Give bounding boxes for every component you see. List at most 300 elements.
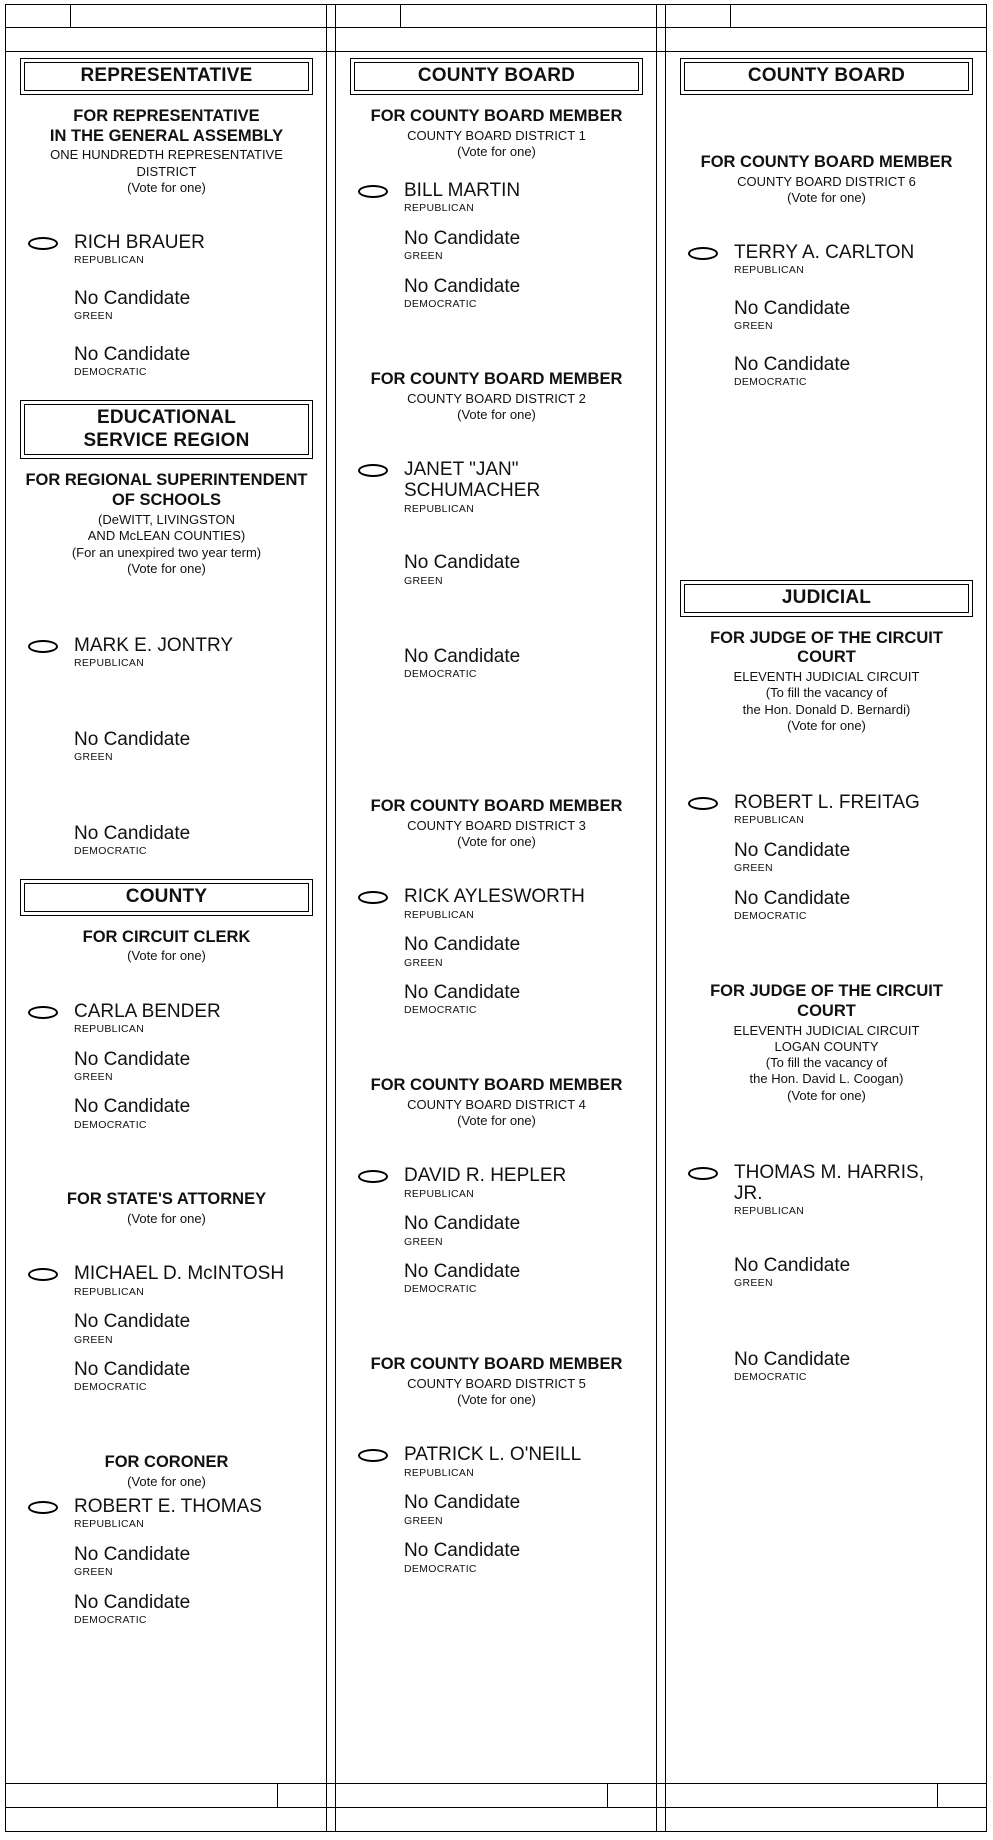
race-detail-line: COUNTY BOARD DISTRICT 6 [737, 173, 916, 189]
candidate-name-line: BILL MARTIN [404, 180, 521, 202]
candidate-name-line: No Candidate [404, 646, 521, 668]
ballot-column-middle [336, 52, 657, 1783]
race-detail-line: (Vote for one) [457, 834, 536, 850]
oval-cell [342, 552, 404, 557]
oval-cell [12, 232, 74, 250]
candidate-party: GREEN [404, 956, 443, 969]
candidate-name [404, 1540, 520, 1561]
candidate-row [342, 1492, 651, 1528]
candidate-name-line: No Candidate [734, 298, 851, 319]
candidate-row [12, 232, 321, 268]
race-title-line: FOR JUDGE OF THE CIRCUIT [710, 628, 943, 647]
race-title [342, 1355, 651, 1375]
candidate-name-line: No Candidate [404, 228, 521, 249]
candidate-info [74, 1359, 190, 1395]
candidate-row [12, 635, 321, 671]
candidate-row [342, 886, 651, 922]
oval-cell [342, 459, 404, 477]
oval-cell [342, 1213, 404, 1218]
candidate-info [734, 888, 850, 924]
candidate-info [404, 1213, 520, 1249]
candidate-info [404, 1492, 520, 1528]
race-title-line: FOR CORONER [104, 1453, 229, 1472]
candidate-row [672, 1255, 981, 1291]
race-title-line: IN THE GENERAL ASSEMBLY [49, 126, 284, 145]
candidate-info [404, 934, 520, 970]
race-title-line: FOR REGIONAL SUPERINTENDENT [25, 471, 308, 490]
candidate-party: REPUBLICAN [74, 1285, 145, 1298]
race [342, 1076, 651, 1297]
frame-line [5, 4, 987, 5]
candidate-row [12, 1544, 321, 1580]
race-details [342, 1097, 651, 1130]
candidate-name [74, 1311, 190, 1332]
section-header-line: COUNTY BOARD [417, 65, 576, 86]
candidate-info [74, 1592, 190, 1628]
candidate-row [12, 1049, 321, 1085]
candidate-name-line: DAVID R. HEPLER [404, 1165, 567, 1187]
candidate-party: DEMOCRATIC [74, 1614, 147, 1627]
candidate-name [404, 1492, 520, 1513]
candidate-party: REPUBLICAN [404, 908, 475, 921]
candidate-name [404, 1165, 566, 1186]
candidate-row [672, 242, 981, 278]
candidate-row [672, 1349, 981, 1385]
candidate-party: DEMOCRATIC [404, 298, 477, 311]
ballot-oval[interactable] [358, 1449, 388, 1462]
candidate-name-line: No Candidate [74, 1096, 191, 1118]
candidate-name-line: No Candidate [404, 275, 521, 297]
oval-cell [12, 823, 74, 828]
race-detail-line: ONE HUNDREDTH REPRESENTATIVE [50, 147, 283, 163]
race-details [12, 147, 321, 196]
candidate-party: DEMOCRATIC [74, 1118, 147, 1131]
section-header-line: COUNTY BOARD [747, 65, 906, 86]
candidate-name-line: No Candidate [74, 343, 191, 365]
oval-cell [342, 982, 404, 987]
race-title-line: OF SCHOOLS [111, 491, 222, 510]
candidate-name-line: ROBERT E. THOMAS [74, 1496, 262, 1518]
candidate-info [404, 646, 520, 682]
race-title [672, 629, 981, 669]
section-header-line: SERVICE REGION [83, 429, 250, 451]
timing-strip-divider [70, 4, 71, 27]
candidate-party: REPUBLICAN [404, 1187, 475, 1200]
oval-cell [342, 1261, 404, 1266]
candidate-row [672, 354, 981, 390]
candidate-row [672, 888, 981, 924]
oval-cell [672, 354, 734, 359]
candidate-party: REPUBLICAN [74, 657, 145, 670]
candidate-party: GREEN [74, 1070, 113, 1083]
candidate-name-line: TERRY A. CARLTON [734, 242, 915, 264]
race-title [672, 153, 981, 173]
race-details [672, 669, 981, 734]
race-title-line: FOR CIRCUIT CLERK [82, 927, 251, 946]
race-title-line: FOR REPRESENTATIVE [73, 106, 260, 125]
timing-strip-divider [277, 1783, 278, 1807]
oval-cell [672, 1162, 734, 1180]
race-detail-line: (Vote for one) [787, 189, 866, 205]
candidate-info [404, 180, 520, 216]
candidate-name [404, 1261, 520, 1282]
section-header-box [20, 879, 313, 916]
candidate-info [74, 232, 205, 268]
race-title [342, 370, 651, 390]
candidate-name-line: No Candidate [734, 1254, 851, 1276]
candidate-info [74, 1263, 284, 1299]
candidate-row [672, 1162, 981, 1219]
candidate-row [12, 1263, 321, 1299]
race-title-line: FOR STATE'S ATTORNEY [66, 1190, 267, 1209]
race-title-line: FOR COUNTY BOARD MEMBER [370, 1355, 623, 1374]
candidate-info [74, 1049, 190, 1085]
candidate-info [74, 729, 190, 765]
race [672, 629, 981, 924]
candidate-party: GREEN [74, 1566, 113, 1579]
candidate-name [734, 354, 850, 375]
candidate-name [74, 232, 205, 253]
candidate-party: REPUBLICAN [734, 264, 805, 277]
oval-cell [342, 1444, 404, 1462]
ballot-oval[interactable] [28, 640, 58, 653]
race-detail-line: (Vote for one) [127, 1473, 206, 1489]
race-title [672, 982, 981, 1022]
section-header-box [680, 58, 973, 95]
oval-cell [672, 1349, 734, 1354]
candidate-party: DEMOCRATIC [404, 1004, 477, 1017]
candidate-row [12, 1311, 321, 1347]
candidate-name [74, 1001, 221, 1022]
candidate-info [734, 1255, 850, 1291]
candidate-row [12, 1592, 321, 1628]
race-detail-line: (Vote for one) [457, 1392, 536, 1408]
candidate-name-line: No Candidate [74, 728, 191, 750]
candidate-name [404, 934, 520, 955]
candidate-name [74, 1359, 190, 1380]
candidate-row [672, 840, 981, 876]
ballot-column-right [666, 52, 987, 1783]
race-detail-line: COUNTY BOARD DISTRICT 1 [407, 127, 586, 143]
race-title [12, 471, 321, 511]
race-details [12, 948, 321, 964]
candidate-name-line: No Candidate [734, 1348, 851, 1370]
candidate-name-line: No Candidate [404, 934, 521, 956]
race [672, 153, 981, 390]
candidate-name [74, 344, 190, 365]
candidate-name [734, 840, 850, 861]
candidate-name-line: No Candidate [404, 1261, 521, 1283]
candidate-name [404, 982, 520, 1003]
candidate-name [734, 792, 920, 813]
oval-cell [12, 344, 74, 349]
candidate-party: REPUBLICAN [404, 502, 475, 515]
race-details [672, 1023, 981, 1104]
candidate-row [672, 298, 981, 334]
race-title-line: FOR JUDGE OF THE CIRCUIT [710, 981, 943, 1000]
candidate-name [404, 276, 520, 297]
ballot-oval[interactable] [358, 464, 388, 477]
candidate-name [404, 180, 520, 201]
candidate-row [342, 180, 651, 216]
ballot-oval[interactable] [358, 1170, 388, 1183]
race-title-line: FOR COUNTY BOARD MEMBER [370, 1076, 623, 1095]
race [342, 370, 651, 682]
oval-cell [342, 1492, 404, 1497]
race-title [342, 797, 651, 817]
race-title-line: COURT [797, 648, 856, 667]
race-title-line: FOR COUNTY BOARD MEMBER [700, 152, 953, 171]
oval-cell [342, 180, 404, 198]
oval-cell [12, 1592, 74, 1597]
section-header-box [20, 400, 313, 460]
race-detail-line: (Vote for one) [457, 1113, 536, 1129]
candidate-info [404, 276, 520, 312]
candidate-row [342, 228, 651, 264]
candidate-party: GREEN [74, 1333, 113, 1346]
candidate-name [74, 823, 190, 844]
race-detail-line: (Vote for one) [457, 406, 536, 422]
candidate-party: REPUBLICAN [74, 1518, 145, 1531]
candidate-row [342, 646, 651, 682]
candidate-party: REPUBLICAN [734, 814, 805, 827]
candidate-info [734, 1162, 924, 1219]
race-detail-line: (Vote for one) [457, 143, 536, 159]
candidate-name [404, 228, 520, 249]
candidate-row [342, 552, 651, 588]
oval-cell [12, 1001, 74, 1019]
candidate-name [404, 886, 585, 907]
candidate-info [404, 1444, 581, 1480]
section-header-line: REPRESENTATIVE [80, 65, 253, 86]
section-header-line: JUDICIAL [781, 586, 872, 608]
ballot-oval[interactable] [28, 1501, 58, 1514]
ballot-oval[interactable] [28, 1006, 58, 1019]
candidate-name-line: PATRICK L. O'NEILL [404, 1444, 582, 1466]
candidate-info [74, 1001, 221, 1037]
race-detail-line: the Hon. Donald D. Bernardi) [742, 701, 911, 717]
candidate-name-line: No Candidate [734, 840, 851, 862]
candidate-party: DEMOCRATIC [404, 1562, 477, 1575]
timing-strip-divider [607, 1783, 608, 1807]
ballot-oval[interactable] [28, 1268, 58, 1281]
timing-strip-divider [400, 4, 401, 27]
candidate-party: GREEN [404, 1235, 443, 1248]
ballot-oval[interactable] [28, 237, 58, 250]
race-detail-line: (DeWITT, LIVINGSTON [98, 512, 235, 528]
candidate-info [404, 1261, 520, 1297]
candidate-info [404, 982, 520, 1018]
section-header-line: EDUCATIONAL [96, 406, 237, 428]
section-header-label [24, 404, 309, 456]
race [12, 1453, 321, 1628]
candidate-row [12, 344, 321, 380]
oval-cell [672, 298, 734, 303]
race [342, 107, 651, 312]
candidate-info [74, 344, 190, 380]
candidate-party: REPUBLICAN [734, 1205, 805, 1218]
candidate-info [404, 228, 520, 264]
oval-cell [342, 276, 404, 281]
candidate-info [74, 823, 190, 859]
candidate-row [12, 823, 321, 859]
candidate-info [734, 298, 850, 334]
candidate-name-line: THOMAS M. HARRIS, [734, 1161, 925, 1183]
candidate-row [342, 982, 651, 1018]
race-detail-line: (Vote for one) [127, 948, 206, 964]
candidate-party: DEMOCRATIC [74, 1381, 147, 1394]
race-detail-line: COUNTY BOARD DISTRICT 3 [407, 817, 586, 833]
oval-cell [12, 1311, 74, 1316]
candidate-name [404, 552, 520, 573]
candidate-name-line: No Candidate [74, 1544, 191, 1566]
candidate-name-line: No Candidate [74, 1048, 191, 1070]
candidate-name [404, 1444, 581, 1465]
race-title [342, 107, 651, 127]
race-details [342, 391, 651, 424]
race-detail-line: (To fill the vacancy of [765, 685, 888, 701]
candidate-row [342, 1165, 651, 1201]
race-detail-line: COUNTY BOARD DISTRICT 5 [407, 1375, 586, 1391]
candidate-row [342, 1444, 651, 1480]
candidate-info [404, 1540, 520, 1576]
section-header-line: COUNTY [125, 885, 208, 907]
race-title [12, 107, 321, 147]
candidate-party: GREEN [734, 862, 773, 875]
candidate-info [734, 354, 850, 390]
candidate-info [734, 242, 914, 278]
oval-cell [12, 1359, 74, 1364]
timing-strip-divider [937, 1783, 938, 1807]
candidate-info [404, 459, 540, 516]
oval-cell [12, 288, 74, 293]
candidate-party: GREEN [734, 320, 773, 333]
oval-cell [342, 886, 404, 904]
candidate-party: DEMOCRATIC [734, 910, 807, 923]
race-details [12, 1211, 321, 1227]
candidate-name [74, 729, 190, 750]
candidate-name [734, 298, 850, 319]
ballot-oval[interactable] [688, 797, 718, 810]
race-detail-line: ELEVENTH JUDICIAL CIRCUIT [733, 669, 920, 685]
race-title [342, 1076, 651, 1096]
candidate-name [734, 242, 914, 263]
candidate-row [342, 1213, 651, 1249]
candidate-row [342, 276, 651, 312]
candidate-name-line: JANET "JAN" [404, 459, 519, 481]
race [342, 797, 651, 1018]
candidate-name-line: No Candidate [404, 1492, 521, 1514]
ballot-oval[interactable] [688, 247, 718, 260]
oval-cell [12, 1544, 74, 1549]
candidate-info [404, 886, 585, 922]
candidate-row [12, 288, 321, 324]
candidate-name [734, 1349, 850, 1370]
candidate-info [74, 1496, 262, 1532]
candidate-name-line: CARLA BENDER [74, 1000, 221, 1022]
oval-cell [12, 1049, 74, 1054]
candidate-party: DEMOCRATIC [404, 1283, 477, 1296]
candidate-name-line: No Candidate [404, 982, 521, 1004]
candidate-info [74, 1311, 190, 1347]
frame-line [5, 1831, 987, 1832]
race-details [342, 128, 651, 161]
oval-cell [672, 840, 734, 845]
candidate-row [342, 1540, 651, 1576]
candidate-party: DEMOCRATIC [74, 366, 147, 379]
race-title [12, 1453, 321, 1473]
candidate-name [404, 646, 520, 667]
race-details [12, 512, 321, 577]
ballot-oval[interactable] [358, 891, 388, 904]
race-details [12, 1474, 321, 1490]
race-details [342, 1376, 651, 1409]
oval-cell [672, 792, 734, 810]
ballot-column-left [6, 52, 327, 1783]
candidate-info [734, 1349, 850, 1385]
candidate-name-line: MARK E. JONTRY [74, 635, 234, 657]
candidate-row [342, 459, 651, 516]
candidate-name-line: RICK AYLESWORTH [404, 886, 585, 908]
race [342, 1355, 651, 1576]
candidate-name [74, 1592, 190, 1613]
candidate-name [404, 459, 540, 502]
candidate-name-line: No Candidate [734, 888, 851, 910]
candidate-name-line: No Candidate [74, 1591, 191, 1613]
race-title [12, 1190, 321, 1210]
race-title [12, 928, 321, 948]
candidate-info [404, 1165, 566, 1201]
section-header-label [684, 62, 969, 91]
oval-cell [342, 228, 404, 233]
candidate-name-line: No Candidate [74, 822, 191, 844]
candidate-name-line: JR. [734, 1183, 763, 1205]
candidate-row [12, 729, 321, 765]
race-detail-line: AND McLEAN COUNTIES) [87, 528, 246, 544]
candidate-row [12, 1496, 321, 1532]
candidate-party: DEMOCRATIC [734, 1371, 807, 1384]
candidate-party: REPUBLICAN [74, 1022, 145, 1035]
race-title-line: FOR COUNTY BOARD MEMBER [370, 797, 623, 816]
race-details [342, 818, 651, 851]
oval-cell [342, 934, 404, 939]
race-detail-line: LOGAN COUNTY [774, 1038, 879, 1054]
race-detail-line: (Vote for one) [127, 179, 206, 195]
oval-cell [342, 1540, 404, 1545]
candidate-info [734, 840, 850, 876]
candidate-info [74, 1544, 190, 1580]
candidate-party: GREEN [404, 574, 443, 587]
candidate-info [74, 288, 190, 324]
candidate-party: DEMOCRATIC [734, 376, 807, 389]
candidate-info [404, 552, 520, 588]
candidate-party: GREEN [74, 751, 113, 764]
candidate-row [672, 792, 981, 828]
candidate-name-line: ROBERT L. FREITAG [734, 792, 920, 814]
oval-cell [12, 729, 74, 734]
ballot-oval[interactable] [688, 1167, 718, 1180]
candidate-party: REPUBLICAN [404, 1466, 475, 1479]
candidate-name [74, 1496, 262, 1517]
oval-cell [342, 646, 404, 651]
race-detail-line: (To fill the vacancy of [765, 1055, 888, 1071]
ballot-oval[interactable] [358, 185, 388, 198]
race [12, 928, 321, 1133]
oval-cell [12, 1263, 74, 1281]
race-title-line: FOR COUNTY BOARD MEMBER [370, 106, 623, 125]
section-header-box [680, 580, 973, 617]
candidate-info [74, 635, 233, 671]
